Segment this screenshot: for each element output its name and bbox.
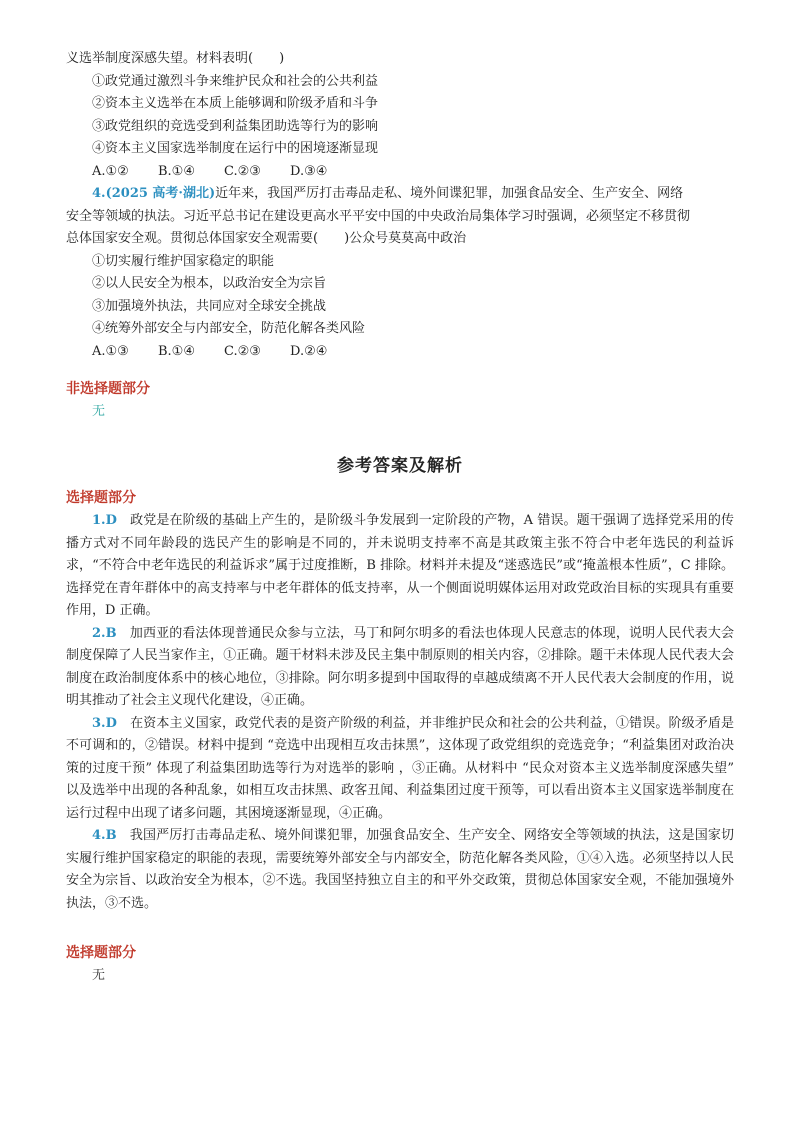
answer-2-text: 加西亚的看法体现普通民众参与立法，马丁和阿尔明多的看法也体现人民意志的体现，说明人民代表大会制度保障了人民当家作主，①正确。题干材料未涉及民主集中制原则的相关内容，②排除。题干未体现人民代表大会制度在政治制度体系中的核心地位，③排除。阿尔明多提到中国取得的卓越成绩离不开人民代表大会制度的作用，说明其推动了社会主义现代化建设，④正确。 bbox=[66, 625, 734, 708]
q3-item-4: ④资本主义国家选举制度在运行中的困境逐渐显现 bbox=[92, 141, 379, 156]
q3-item-3: ③政党组织的竞选受到利益集团助选等行为的影响 bbox=[92, 118, 379, 134]
q4-source: (2025 高考·湖北) bbox=[105, 186, 216, 201]
q4-item-2: ②以人民安全为根本，以政治安全为宗旨 bbox=[92, 276, 327, 291]
q3-stem-tail: 义选举制度深感失望。材料表明( ) bbox=[66, 51, 285, 66]
answer-3 bbox=[66, 713, 734, 826]
q3-item-2: ②资本主义选举在本质上能够调和阶级矛盾和斗争 bbox=[92, 96, 379, 111]
q3-item-1: ①政党通过激烈斗争来维护民众和社会的公共利益 bbox=[92, 73, 379, 89]
answer-4-text: 我国严厉打击毒品走私、境外间谍犯罪，加强食品安全、生产安全、网络安全等领域的执法，这是国家切实履行维护国家稳定的职能的表现，需要统筹外部安全与内部安全，防范化解各类风险，①④入选。必须坚持以人民安全为宗旨、以政治安全为根本，②不选。我国坚持独立自主的和平外交政策，贯彻总体国家安全观，不能加强境外执法，③不选。 bbox=[66, 828, 734, 911]
q4-option-b: B.①④ bbox=[158, 343, 195, 359]
q4-stem-line-3: 总体国家安全观。贯彻总体国家安全观需要( )公众号莫莫高中政治 bbox=[66, 231, 467, 246]
q3-options bbox=[66, 161, 734, 184]
q4-stem-line-2: 安全等领域的执法。习近平总书记在建设更高水平平安中国的中央政治局集体学习时强调，必须坚定不移贯彻 bbox=[66, 208, 691, 224]
q3-option-b: B.①④ bbox=[158, 163, 195, 179]
q4-option-d: D.②④ bbox=[290, 343, 328, 359]
answer-3-text: 在资本主义国家，政党代表的是资产阶级的利益，并非维护民众和社会的公共利益，①错误。阶级矛盾是不可调和的，②错误。材料中提到 “竞选中出现相互攻击抹黑”，这体现了政党组织的竞选竞争；“利益集团对政治决策的过度干预” 体现了利益集团助选等行为对选举的影响 ，③正确。从材料中 “民众对资本主义选举制度深感失望” 以及选举中出现的各种乱象，如相互攻击抹黑、政客丑闻、利益集团过度干预等，可以看出资本主义国家选举制度在运行过程中出现了诸多问题，其困境逐渐显现，④正确。 bbox=[66, 715, 734, 821]
answer-4-number: 4.B bbox=[92, 828, 117, 843]
answer-2 bbox=[66, 623, 734, 713]
document-page bbox=[66, 48, 734, 987]
answers-title: 参考答案及解析 bbox=[337, 456, 463, 476]
non-choice-heading: 非选择题部分 bbox=[66, 381, 150, 397]
answers-heading: 选择题部分 bbox=[66, 490, 136, 506]
q4-stem-line-1 bbox=[66, 183, 734, 206]
q4-item-1: ①切实履行维护国家稳定的职能 bbox=[92, 253, 275, 269]
non-choice-content: 无 bbox=[92, 404, 106, 419]
q3-option-c: C.②③ bbox=[224, 163, 261, 179]
q4-number: 4. bbox=[92, 186, 106, 201]
q3-option-a: A.①② bbox=[92, 163, 129, 179]
answer-1-number: 1.D bbox=[92, 513, 117, 528]
q4-item-4: ④统筹外部安全与内部安全，防范化解各类风险 bbox=[92, 321, 366, 336]
answers-second-heading: 选择题部分 bbox=[66, 945, 136, 961]
q4-option-a: A.①③ bbox=[92, 343, 129, 359]
answer-1-text: 政党是在阶级的基础上产生的，是阶级斗争发展到一定阶段的产物，A 错误。题干强调了选择党采用的传播方式对不同年龄段的选民产生的影响是不同的，并未说明支持率不高是其政策主张不符合中老年选民的利益诉求，“不符合中老年选民的利益诉求”属于过度推断，B 排除。材料并未提及“迷惑选民”或“掩盖根本性质”，C 排除。选择党在青年群体中的高支持率与中老年群体的低支持率，从一个侧面说明媒体运用对政党政治目标的实现具有重要作用，D 正确。 bbox=[66, 513, 734, 618]
answer-2-number: 2.B bbox=[92, 625, 117, 641]
q4-option-c: C.②③ bbox=[224, 343, 261, 359]
q4-options bbox=[66, 341, 734, 364]
answer-1 bbox=[66, 510, 734, 623]
q3-option-d: D.③④ bbox=[290, 163, 328, 179]
answer-3-number: 3.D bbox=[92, 715, 117, 731]
answers-second-content: 无 bbox=[92, 968, 106, 983]
q4-item-3: ③加强境外执法，共同应对全球安全挑战 bbox=[92, 298, 327, 314]
answer-4 bbox=[66, 825, 734, 915]
q4-stem-text: 近年来，我国严厉打击毒品走私、境外间谍犯罪，加强食品安全、生产安全、网络 bbox=[215, 186, 684, 201]
